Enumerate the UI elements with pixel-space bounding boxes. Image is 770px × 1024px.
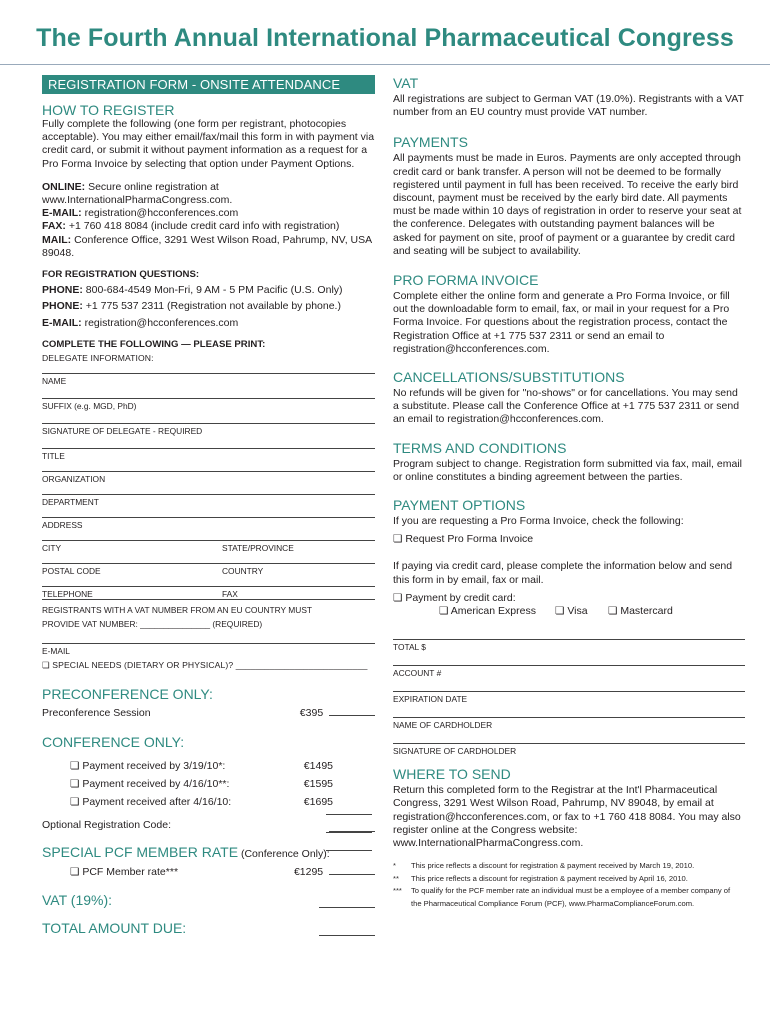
email-info: E-MAIL: registration@hcconferences.com: [42, 207, 239, 220]
telephone-field[interactable]: TELEPHONE: [42, 589, 93, 600]
conference-option-3[interactable]: ❏ Payment received after 4/16/10: €1695: [70, 796, 333, 809]
fax-field[interactable]: FAX: [222, 589, 238, 600]
right-column: [393, 75, 745, 910]
total-due-row: TOTAL AMOUNT DUE:: [42, 920, 375, 936]
where-to-send-text: Return this completed form to the Registrar at the Int'l Pharmaceutical Congress, 3291 West Wilson Road, Pahrump, NV 89048, by email at registration@hcconferences.com, or fax to +1 760 418 8084. You may also register online at the Congress website: www.InternationalPharmaCongress.com.: [393, 784, 741, 850]
conference-option-1[interactable]: ❏ Payment received by 3/19/10*: €1495: [70, 760, 333, 773]
email-field[interactable]: E-MAIL: [42, 643, 375, 660]
vat-number-field[interactable]: REGISTRANTS WITH A VAT NUMBER FROM AN EU COUNTRY MUST PROVIDE VAT NUMBER: _______________ (REQUIRED): [42, 599, 375, 631]
total-due-input[interactable]: [319, 925, 375, 936]
credit-card-checkbox[interactable]: ❏ Payment by credit card:: [393, 591, 516, 604]
pcf-row[interactable]: ❏ PCF Member rate*** €1295: [70, 864, 375, 879]
postal-code-field[interactable]: POSTAL CODE: [42, 566, 101, 577]
conference-amount-1[interactable]: [326, 797, 372, 815]
special-needs-field[interactable]: ❏ SPECIAL NEEDS (DIETARY OR PHYSICAL)? ___________________________: [42, 660, 368, 671]
cancellations-heading: CANCELLATIONS/SUBSTITUTIONS: [393, 369, 625, 386]
mail-info: MAIL: Conference Office, 3291 West Wilson Road, Pahrump, NV, USA 89048.: [42, 233, 372, 259]
footnote-3: *** To qualify for the PCF member rate an individual must be a employee of a member company of the Pharmaceutical Compliance Forum (PCF), www.PharmaComplianceForum.com.: [393, 886, 731, 908]
online-info: ONLINE: Secure online registration at www.InternationalPharmaCongress.com.: [42, 180, 233, 207]
page-title: The Fourth Annual International Pharmaceutical Congress: [36, 24, 734, 52]
payments-heading: PAYMENTS: [393, 134, 468, 151]
payment-options-text: If you are requesting a Pro Forma Invoice, check the following:: [393, 515, 684, 528]
country-field[interactable]: COUNTRY: [222, 566, 264, 577]
payments-text: All payments must be made in Euros. Payments are only accepted through credit card or bank transfer. A person will not be deemed to be formally registered until payment in full has been received. To receive the early bird discount, payment must be received by the early bird date. All payments must be made within 10 days of registration in order to reserve your seat at the conference. Delegates with outstanding payment balances will be asked for payment on site, proof of payment or a guarantee by credit card and seating will be subject to availability.: [393, 152, 742, 257]
postal-country-row: [42, 563, 375, 586]
amex-checkbox[interactable]: ❏ American Express: [439, 605, 536, 618]
account-field[interactable]: ACCOUNT #: [393, 665, 745, 688]
questions-phone-2: PHONE: +1 775 537 2311 (Registration not available by phone.): [42, 300, 341, 313]
state-field[interactable]: STATE/PROVINCE: [222, 543, 294, 554]
department-field[interactable]: DEPARTMENT: [42, 494, 375, 517]
how-to-register-heading: HOW TO REGISTER: [42, 102, 175, 118]
conference-amount-inputs: [326, 797, 374, 851]
delegate-info-label: DELEGATE INFORMATION:: [42, 353, 154, 364]
total-field[interactable]: TOTAL $: [393, 639, 745, 662]
where-to-send-heading: WHERE TO SEND: [393, 766, 511, 783]
city-state-row: [42, 540, 375, 563]
questions-email: E-MAIL: registration@hcconferences.com: [42, 316, 239, 329]
optional-code-row: Optional Registration Code:: [42, 819, 375, 832]
title-divider: [0, 64, 770, 65]
terms-heading: TERMS AND CONDITIONS: [393, 439, 567, 456]
questions-phone-1: PHONE: 800-684-4549 Mon-Fri, 9 AM - 5 PM Pacific (U.S. Only): [42, 284, 343, 297]
pro-forma-text: Complete either the online form and generate a Pro Forma Invoice, or fill out the downloadable form to email, fax, or mail in your request for a Pro Forma Invoice. For questions about the registration process, contact the Registration Office at +1 775 537 2311 or send an email to registration@hcconferences.com.: [393, 290, 730, 355]
conference-option-2[interactable]: ❏ Payment received by 4/16/10**: €1595: [70, 778, 333, 791]
vat-total-row: VAT (19%):: [42, 892, 375, 908]
address-field[interactable]: ADDRESS: [42, 517, 375, 540]
preconference-price: €395: [299, 707, 324, 720]
payment-options-heading: PAYMENT OPTIONS: [393, 497, 526, 514]
organization-field[interactable]: ORGANIZATION: [42, 471, 375, 494]
complete-heading: COMPLETE THE FOLLOWING — PLEASE PRINT:: [42, 338, 266, 350]
visa-checkbox[interactable]: ❏ Visa: [555, 605, 588, 618]
credit-card-text: If paying via credit card, please complete the information below and send this form in by email, fax or mail.: [393, 560, 733, 586]
fax-info: FAX: +1 760 418 8084 (include credit card info with registration): [42, 220, 340, 233]
title-field[interactable]: TITLE: [42, 448, 375, 471]
how-to-register-text: Fully complete the following (one form per registrant, photocopies acceptable). You may either email/fax/mail this form in with payment via credit card, or submit it without payment information as a request for a Pro Forma Invoice by selecting that option under Payment Options.: [42, 118, 375, 170]
cardholder-name-field[interactable]: NAME OF CARDHOLDER: [393, 717, 745, 740]
conference-amount-3[interactable]: [326, 833, 372, 851]
preconference-row: Preconference Session €395: [42, 705, 375, 720]
vat-heading: VAT: [393, 75, 419, 91]
preconference-heading: PRECONFERENCE ONLY:: [42, 686, 213, 703]
footnote-2: ** This price reflects a discount for registration & payment received by April 16, 2010.: [393, 873, 688, 883]
card-type-row: [439, 605, 745, 618]
name-field[interactable]: NAME: [42, 373, 375, 398]
questions-heading: FOR REGISTRATION QUESTIONS:: [42, 269, 200, 281]
pcf-price: €1295: [293, 866, 324, 879]
request-pro-forma-checkbox[interactable]: ❏ Request Pro Forma Invoice: [393, 533, 534, 546]
city-field[interactable]: CITY: [42, 543, 62, 554]
preconference-amount-input[interactable]: [329, 705, 375, 716]
pcf-amount-input[interactable]: [329, 864, 375, 875]
vat-amount-input[interactable]: [319, 897, 375, 908]
terms-text: Program subject to change. Registration form submitted via fax, mail, email or online constitutes a binding agreement between the parties.: [393, 457, 742, 483]
conference-heading: CONFERENCE ONLY:: [42, 734, 185, 751]
expiration-field[interactable]: EXPIRATION DATE: [393, 691, 745, 714]
registration-banner: REGISTRATION FORM - ONSITE ATTENDANCE: [42, 75, 375, 94]
left-column: [42, 75, 375, 936]
pcf-heading: SPECIAL PCF MEMBER RATE (Conference Only):: [42, 844, 330, 861]
pro-forma-heading: PRO FORMA INVOICE: [393, 272, 539, 289]
cancellations-text: No refunds will be given for "no-shows" or for cancellations. You may send a substitute. Please call the Conference Office at +1 775 537 2311 or send an email to registration@hcconferences.com.: [393, 387, 740, 426]
suffix-field[interactable]: SUFFIX (e.g. MGD, PhD): [42, 398, 375, 423]
footnote-1: * This price reflects a discount for registration & payment received by March 19, 2010.: [393, 861, 695, 871]
signature-field[interactable]: SIGNATURE OF DELEGATE - REQUIRED: [42, 423, 375, 448]
footnotes: [393, 860, 745, 910]
vat-text: All registrations are subject to German VAT (19.0%). Registrants with a VAT number from an EU country must provide VAT number.: [393, 93, 744, 119]
phone-fax-row: [42, 586, 375, 599]
cardholder-signature-field[interactable]: SIGNATURE OF CARDHOLDER: [393, 743, 745, 766]
conference-amount-2[interactable]: [326, 815, 372, 833]
mastercard-checkbox[interactable]: ❏ Mastercard: [608, 605, 673, 618]
